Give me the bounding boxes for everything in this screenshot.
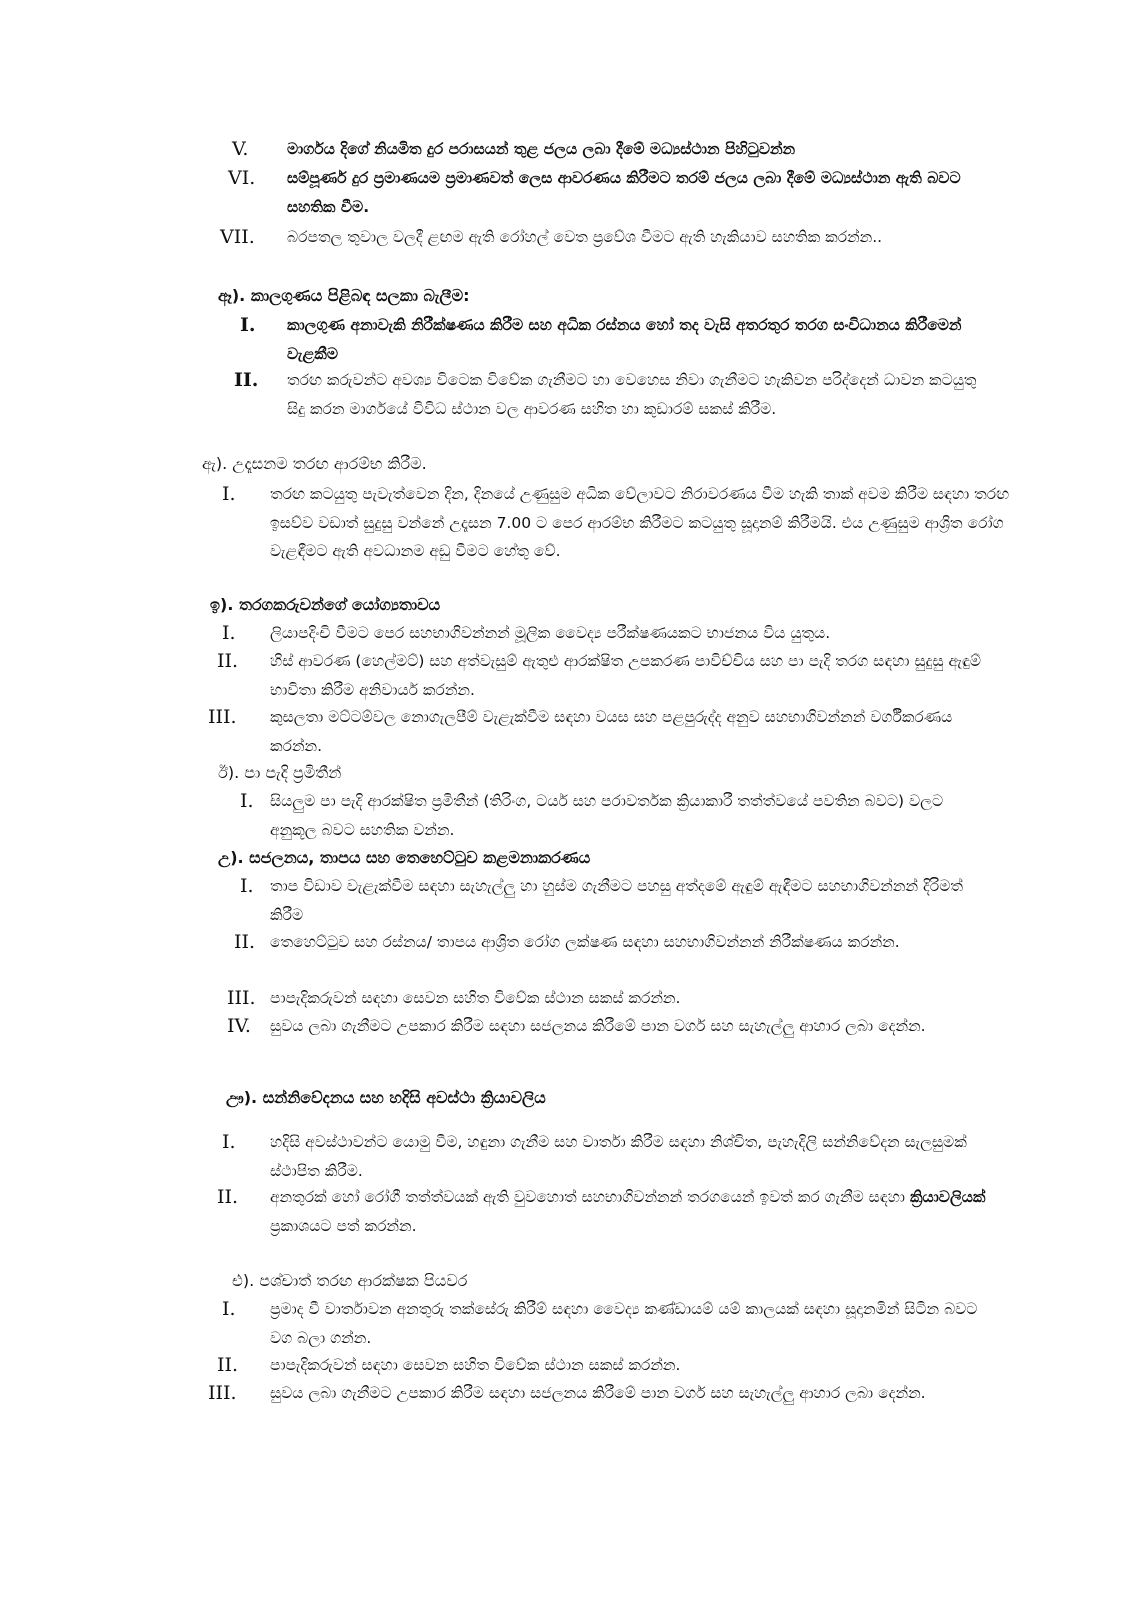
list-item-text: සුවය ලබා ගැනීමට උපකාර කිරීම සඳහා සජලනය කිරීමේ පාන වර්ග සහ සැහැල්ලු ආහාර ලබා දෙන්න.	[270, 1017, 926, 1035]
list-item-text: තරඟ කරුවන්ට අවශ්‍ය විටෙක විවේක ගැනීමට හා වෙහෙස නිවා ගැනීමට හැකිවන පරිද්දෙන් ධාවන කටයුතු සිදු කරන මාර්ගයේ විවිධ ස්ථාන වල ආවරණ සහිත හා කුඩාරම් සකස් කිරීම.	[287, 371, 977, 418]
list-item-text: පාපැදිකරුවන් සඳහා සෙවන සහිත විවේක ස්ථාන සකස් කරන්න.	[270, 1356, 681, 1374]
list-marker: I.	[222, 1298, 236, 1320]
list-item-text: හදිසි අවස්ථාවන්ට යොමු වීම, හඳුනා ගැනීම සහ වාර්තා කිරීම සඳහා නිශ්චිත, පැහැදිලි සන්නිවේදන සැලසුමක් ස්ථාපිත කිරීම.	[270, 1133, 967, 1180]
list-marker: II.	[234, 369, 259, 391]
list-marker: II.	[217, 650, 239, 672]
list-item-text: සුවය ලබා ගැනීමට උපකාර කිරීම සඳහා සජලනය කිරීමේ පාන වර්ග සහ සැහැල්ලු ආහාර ලබා දෙන්න.	[270, 1384, 926, 1402]
list-marker: II.	[217, 1186, 239, 1208]
section-heading-hydration: උ). සජලනය, තාපය සහ තෙහෙට්ටුව කළමනාකරණය	[218, 848, 591, 867]
list-marker: VII.	[220, 226, 255, 248]
list-marker: III.	[208, 706, 237, 728]
list-marker: III.	[227, 987, 256, 1009]
list-item-text-emphasis: ක්‍රියාවලියක්	[909, 1188, 986, 1206]
list-marker: I.	[240, 875, 254, 897]
list-marker: I.	[222, 483, 236, 505]
section-heading-eligibility: ඉ). තරගකරුවන්ගේ යෝග්‍යතාවය	[210, 595, 441, 614]
section-heading-morning-start: ඇ). උදෑසනම තරඟ ආරම්භ කිරීම.	[202, 454, 427, 473]
list-item-text-part: අනතුරක් හෝ රෝගී තත්ත්වයක් ඇති වුවහොත් සහභාගිවන්නන් තරගයෙන් ඉවත් කර ගැනීම සඳහා	[270, 1188, 910, 1206]
list-item-text: ප්‍රමාද වී වාර්තාවන අනතුරු තක්සේරු කිරීම් සඳහා වෛද්‍ය කණ්ඩායම් යම් කාලයක් සඳහා සූදානමින් සිටින බවට වග බලා ගන්න.	[270, 1300, 978, 1347]
list-item-text: කාලගුණ අනාවැකි නිරීක්ෂණය කිරීම සහ අධික රස්නය හෝ තද වැසි අතරතුර තරග සංවිධානය කිරීමෙන් වැළකීම	[287, 316, 962, 363]
list-item-text: බරපතල තුවාල වලදී ළඟම ඇති රෝහල් වෙත ප්‍රවේශ වීමට ඇති හැකියාව සහතික කරන්න..	[287, 228, 883, 246]
list-item-text: තාප විඩාව වැළැක්වීම සඳහා සැහැල්ලු හා හුස්ම ගැනීමට පහසු අත්දමේ ඇඳුම් ඇඳීමට සහභාගිවන්නන් දිරිමත් කිරීම	[270, 877, 963, 924]
list-item-text-part: ප්‍රකාශයට පත් කරන්න.	[270, 1216, 417, 1235]
list-item-text: හිස් ආවරණ (හෙල්මට්) සහ අත්වැසුම් ඇතුළු ආරක්ෂිත උපකරණ පාවිච්චිය සහ පා පැදි තරග සඳහා සුදුසු ඇඳුම් භාවිතා කිරීම අනිවාර්ය කරන්න.	[270, 652, 982, 699]
list-marker: IV.	[227, 1015, 251, 1037]
list-marker: II.	[217, 1354, 239, 1376]
section-heading-post-race: එ). පශ්චාත් තරඟ ආරක්ෂක පියවර	[232, 1271, 468, 1290]
list-marker: I.	[240, 790, 254, 812]
list-marker: I.	[222, 1131, 236, 1153]
list-item-text: සම්පූර්ණ දුර ප්‍රමාණයම ප්‍රමාණවත් ලෙස ආවරණය කිරීමට තරම් ජලය ලබා දීමේ මධ්‍යස්ථාන ඇති බවට සහතික වීම.	[287, 169, 961, 216]
list-item-text: ලියාපදිංචි වීමට පෙර සහභාගිවන්නන් මූලික වෛද්‍ය පරීක්ෂණයකට භාජනය විය යුතුය.	[270, 624, 831, 642]
list-marker: II.	[234, 931, 256, 953]
list-item-text: පාපැදිකරුවන් සඳහා සෙවන සහිත විවේක ස්ථාන සකස් කරන්න.	[270, 989, 681, 1007]
list-item-text: මාර්ගය දිගේ නියමිත දුර පරාසයන් තුළ ජලය ලබා දීමේ මධ්‍යස්ථාන පිහිටුවන්න	[287, 140, 796, 158]
list-item-text: තෙහෙට්ටුව සහ රස්නය/ තාපය ආශ්‍රිත රෝග ලක්ෂණ සඳහා සහභාගිවන්නන් නිරීක්ෂණය කරන්න.	[270, 933, 900, 951]
list-item-text	[270, 1183, 1010, 1240]
list-marker: V.	[232, 138, 249, 160]
list-marker: III.	[208, 1382, 237, 1404]
list-marker: I.	[240, 314, 256, 336]
list-marker: VI.	[228, 167, 256, 189]
section-heading-weather: ඈ). කාලගුණය පිළිබඳ සලකා බැලීම:	[218, 286, 470, 305]
list-item-text: තරඟ කටයුතු පැවැත්වෙන දින, දිනයේ උණුසුම අධික වේලාවට නිරාවරණය වීම හැකි තාක් අවම කිරීම සඳහා තරඟ ඉසව්ව වඩාත් සුදුසු වන්නේ උදෑසන 7.00 ට පෙර ආරම්භ කිරීමට කටයුතු සූදානම් කිරීමයි. එය උණුසුම ආශ්‍රිත රෝග වැළඳීමට ඇති අවධානම අඩු වීමට හේතු වේ.	[270, 485, 1010, 560]
section-heading-bicycle-standards: ඊ). පා පැදි ප්‍රමිතීන්	[218, 763, 342, 782]
list-item-text: කුසලතා මට්ටම්වල නොගැලපීම් වැළැක්වීම සඳහා වයස සහ පළපුරුද්ද අනුව සහභාගිවන්නන් වර්ගීකරණය කරන්න.	[270, 708, 953, 755]
list-marker: I.	[222, 622, 236, 644]
list-item-text: සියලුම පා පැදි ආරක්ෂිත ප්‍රමිතීන් (තිරිංග, ටයර් සහ පරාවර්තක ක්‍රියාකාරී තත්ත්වයේ පවතින බවට) වලට අනුකූල බවට සහතික වන්න.	[270, 792, 944, 839]
section-heading-communication: ඌ). සන්නිවේදනය සහ හදිසි අවස්ථා ක්‍රියාවලිය	[226, 1088, 546, 1107]
